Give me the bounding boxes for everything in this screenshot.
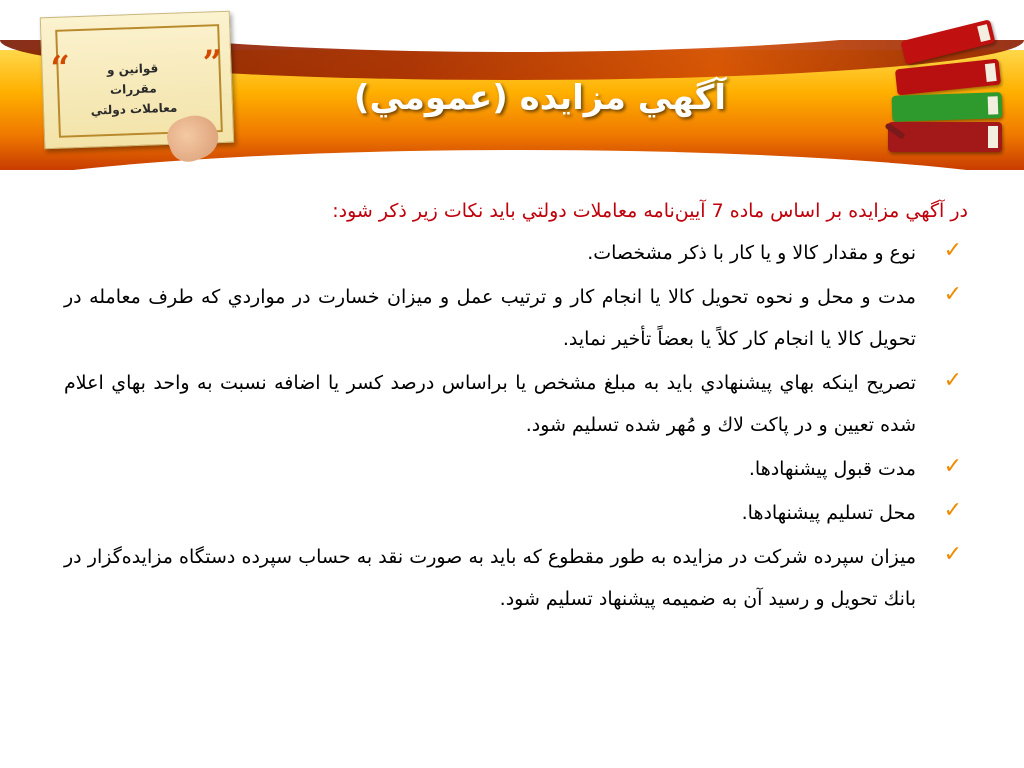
- list-item: [64, 362, 968, 446]
- check-icon: ✓: [943, 368, 962, 393]
- list-item-text: مدت و محل و نحوه تحويل كالا يا انجام كار و ترتيب عمل و ميزان خسارت در مواردي كه طرف معامله در تحويل كالا يا انجام كار كلاً يا بعضاً تأخير نمايد.: [64, 286, 916, 350]
- list-item-text: تصريح اينكه بهاي پيشنهادي بايد به مبلغ مشخص يا براساس درصد كسر يا اضافه نسبت به واحد بهاي اعلام شده تعيين و در پاكت لاك و مُهر شده تسليم شود.: [64, 372, 916, 436]
- slide-content: [64, 194, 968, 622]
- list-item: [64, 448, 968, 490]
- bullet-list: [64, 232, 968, 620]
- check-icon: ✓: [943, 238, 962, 263]
- list-item-text: محل تسليم پيشنهادها.: [741, 502, 916, 524]
- list-item: [64, 492, 968, 534]
- quote-close-icon: ”: [202, 43, 224, 84]
- books-illustration: [880, 24, 1010, 174]
- slide-title: آگهي مزايده (عمومي): [353, 78, 727, 118]
- quote-open-icon: “: [49, 48, 71, 89]
- check-icon: ✓: [943, 454, 962, 479]
- list-item-text: مدت قبول پيشنهادها.: [748, 458, 916, 480]
- intro-text: در آگهي مزايده بر اساس ماده 7 آيين‌نامه معاملات دولتي بايد نكات زير ذكر شود:: [332, 200, 968, 222]
- book-icon: [892, 92, 1003, 122]
- list-item-text: نوع و مقدار كالا و يا كار با ذكر مشخصات.: [587, 242, 916, 264]
- slide-header: [0, 0, 1024, 180]
- note-card-line2: معاملات دولتي: [90, 100, 178, 118]
- list-item: [64, 536, 968, 620]
- book-icon: [895, 59, 1001, 96]
- list-item-text: ميزان سپرده شركت در مزايده به طور مقطوع كه بايد به صورت نقد به حساب سپرده دستگاه مزايده‌گزار در بانك تحويل و رسيد آن به ضميمه پيشنهاد تسليم شود.: [64, 546, 916, 610]
- note-card-text: [82, 57, 184, 120]
- list-item: [64, 232, 968, 274]
- list-item: [64, 276, 968, 360]
- note-card-line1: قوانين و مقررات: [106, 61, 159, 97]
- check-icon: ✓: [943, 542, 962, 567]
- check-icon: ✓: [943, 282, 962, 307]
- book-icon: [888, 122, 1002, 152]
- book-icon: [900, 19, 995, 65]
- check-icon: ✓: [943, 498, 962, 523]
